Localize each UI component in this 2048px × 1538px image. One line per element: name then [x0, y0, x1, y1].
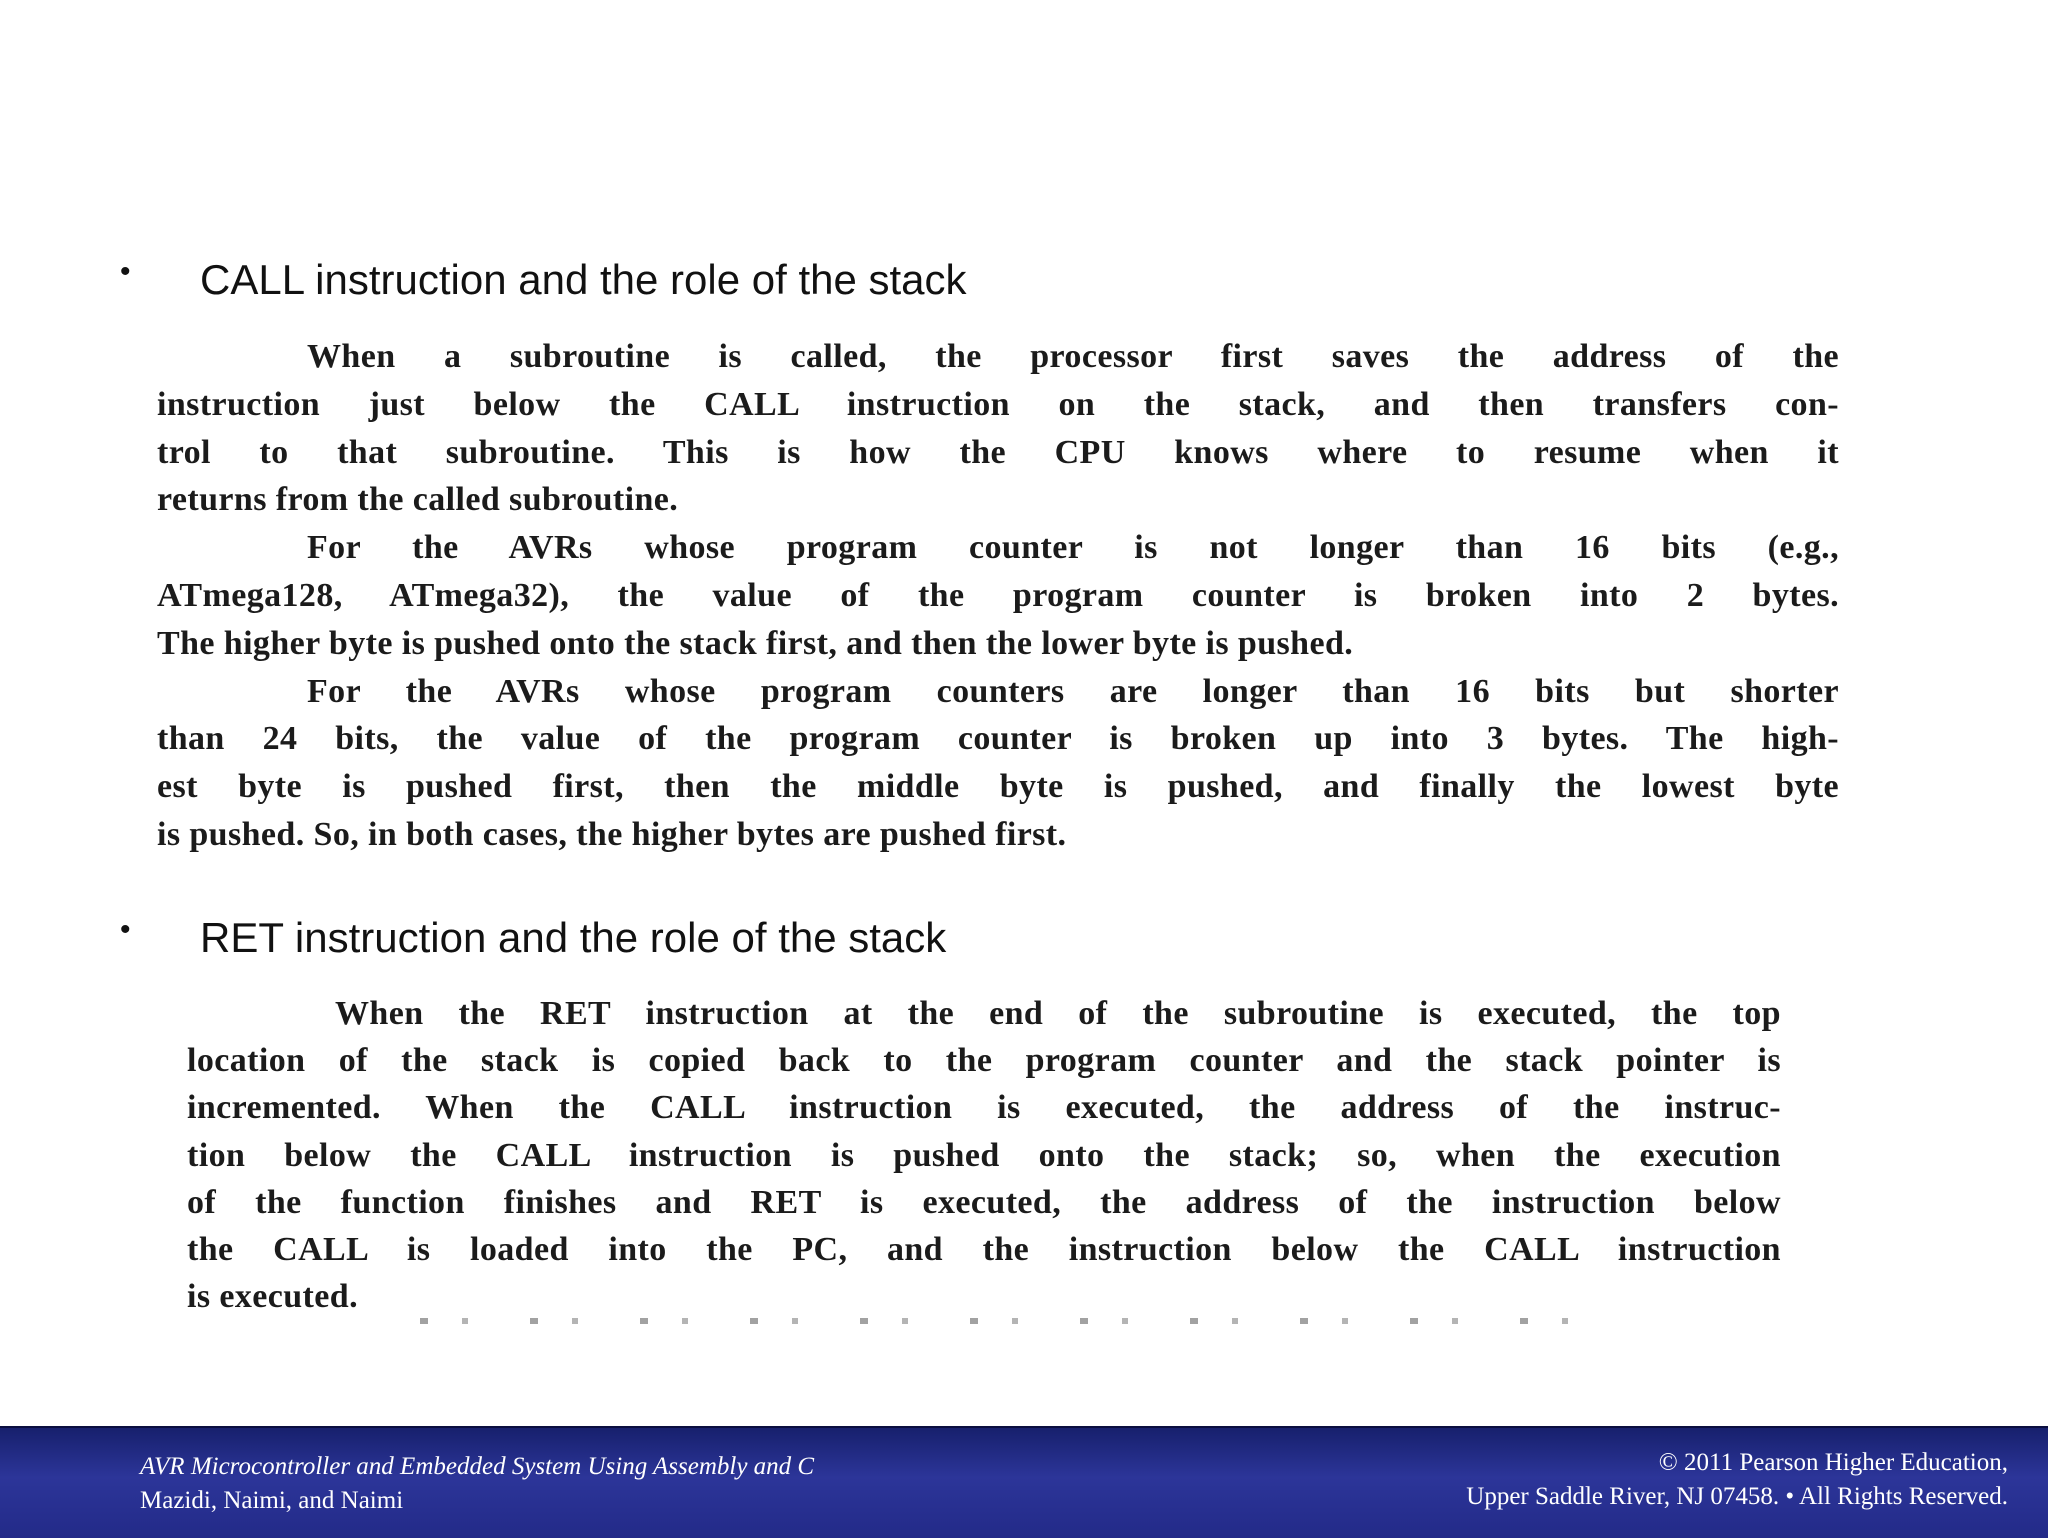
ret-scanned-text — [187, 990, 1781, 1320]
call-scanned-text — [157, 333, 1839, 859]
footer-book-title: AVR Microcontroller and Embedded System Using Assembly and C — [140, 1453, 815, 1480]
bullet-ret-text: RET instruction and the role of the stack — [200, 914, 947, 961]
text-line: of the function finishes and RET is executed, the address of the instruction below — [187, 1183, 1781, 1221]
text-line: than 24 bits, the value of the program counter is broken up into 3 bytes. The high- — [157, 720, 1839, 758]
footer-copyright — [1466, 1446, 2008, 1514]
text-line: The higher byte is pushed onto the stack first, and then the lower byte is pushed. — [157, 624, 1354, 662]
bullet-call-text: CALL instruction and the role of the stack — [200, 256, 967, 303]
text-line: For the AVRs whose program counter is not longer than 16 bits (e.g., — [307, 529, 1839, 567]
slide-footer — [0, 1426, 2048, 1538]
footer-authors: Mazidi, Naimi, and Naimi — [140, 1487, 404, 1514]
text-line: location of the stack is copied back to the program counter and the stack pointer is — [187, 1042, 1781, 1080]
text-line: incremented. When the CALL instruction is executed, the address of the instruc- — [187, 1089, 1781, 1127]
text-line: trol to that subroutine. This is how the CPU knows where to resume when it — [157, 433, 1839, 471]
bullet-call-heading — [120, 256, 967, 304]
text-line: is executed. — [187, 1278, 358, 1316]
bullet-dot: • — [120, 913, 131, 946]
text-line: returns from the called subroutine. — [157, 481, 679, 519]
bullet-dot: • — [120, 255, 131, 288]
footer-copyright-line2: Upper Saddle River, NJ 07458. • All Rights Reserved. — [1466, 1483, 2008, 1510]
text-line: When the RET instruction at the end of the subroutine is executed, the top — [335, 995, 1781, 1032]
text-line: tion below the CALL instruction is pushed onto the stack; so, when the execution — [187, 1136, 1781, 1174]
text-line: instruction just below the CALL instruction on the stack, and then transfers con- — [157, 385, 1839, 423]
text-line: est byte is pushed first, then the middle byte is pushed, and finally the lowest byte — [157, 768, 1839, 806]
text-line: ATmega128, ATmega32), the value of the program counter is broken into 2 bytes. — [157, 576, 1839, 614]
footer-copyright-line1: © 2011 Pearson Higher Education, — [1658, 1449, 2008, 1476]
text-line: When a subroutine is called, the processor first saves the address of the — [307, 338, 1839, 375]
text-line: the CALL is loaded into the PC, and the instruction below the CALL instruction — [187, 1231, 1781, 1269]
scan-cutoff-artifact — [420, 1318, 1600, 1324]
bullet-ret-heading — [120, 914, 946, 962]
footer-book-info — [140, 1450, 814, 1518]
text-line: For the AVRs whose program counters are longer than 16 bits but shorter — [307, 672, 1839, 710]
text-line: is pushed. So, in both cases, the higher bytes are pushed first. — [157, 815, 1067, 853]
